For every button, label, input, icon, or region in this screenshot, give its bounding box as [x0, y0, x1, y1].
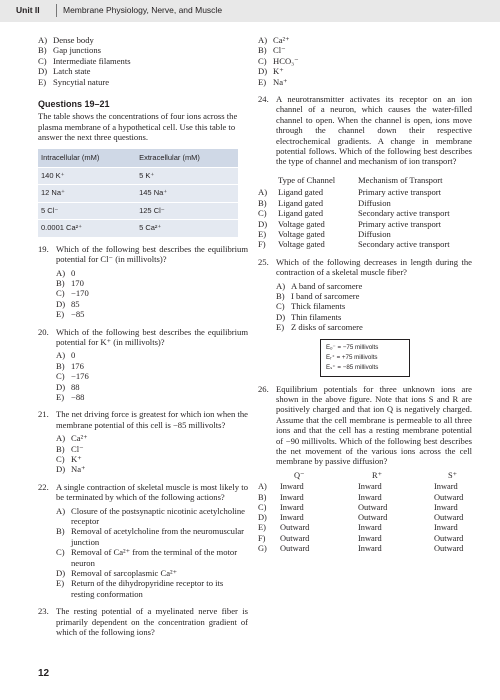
- table-row: [38, 168, 238, 185]
- option-text: I band of sarcomere: [291, 290, 360, 301]
- option: [56, 464, 248, 474]
- question-text: The resting potential of a myelinated nerve fiber is primarily dependent on the concentration gradient of which of the following ions?: [56, 606, 248, 638]
- option-text: Removal of Ca²⁺ from the terminal of the motor neuron: [71, 547, 238, 568]
- question-22-options: [38, 506, 248, 600]
- option-text: −85: [71, 309, 85, 320]
- table-cell: Inward: [280, 502, 304, 512]
- option: [56, 444, 248, 454]
- option-text: 176: [71, 360, 84, 371]
- option-text: Removal of sarcoplasmic Ca²⁺: [71, 568, 178, 579]
- table-row: [38, 220, 238, 237]
- q24-column-headers: [278, 175, 472, 185]
- table-header: Extracellular (mM): [136, 149, 238, 168]
- option-letter: C): [38, 55, 47, 66]
- option-text: A band of sarcomere: [291, 280, 363, 291]
- table-cell: Secondary active transport: [358, 239, 450, 250]
- question-text: Which of the following decreases in length during the contraction of a skeletal muscle fiber?: [276, 256, 472, 278]
- option-text: 85: [71, 298, 80, 309]
- option: [56, 433, 248, 443]
- question-26: [258, 384, 472, 467]
- option: [276, 301, 472, 311]
- table-cell: Outward: [280, 533, 310, 543]
- option: [56, 299, 248, 309]
- option-letter: B): [258, 492, 267, 502]
- option-letter: C): [276, 301, 285, 312]
- table-cell: Primary active transport: [358, 218, 442, 229]
- table-cell: 5 K⁺: [136, 168, 238, 185]
- column-header: R⁺: [372, 470, 383, 480]
- option-letter: E): [56, 309, 65, 320]
- option-text: Removal of acetylcholine from the neuromuscular junction: [71, 526, 245, 547]
- option-letter: D): [56, 381, 66, 392]
- option-letter: D): [56, 298, 66, 309]
- option-text: Return of the dihydropyridine receptor to its resting conformation: [71, 578, 224, 599]
- option-letter: E): [56, 391, 65, 402]
- column-header: S⁺: [448, 470, 458, 480]
- option-letter: C): [258, 208, 267, 219]
- option: [56, 392, 248, 402]
- option-letter: C): [258, 55, 267, 66]
- question-text: The net driving force is greatest for which ion when the membrane potential of this cell is −85 millivolts?: [56, 409, 248, 430]
- option: [258, 35, 472, 45]
- table-cell: Diffusion: [358, 197, 391, 208]
- table-cell: Inward: [280, 513, 304, 523]
- option-letter: B): [56, 360, 65, 371]
- option-letter: A): [56, 350, 66, 361]
- option-letter: B): [258, 197, 267, 208]
- table-row: [38, 185, 238, 202]
- question-number: 23.: [38, 606, 49, 617]
- question-25-options: [258, 281, 472, 333]
- option-letter: B): [56, 526, 65, 537]
- table-cell: 125 Cl⁻: [136, 202, 238, 219]
- option: [38, 56, 248, 66]
- question-21-options: [38, 433, 248, 475]
- option-letter: B): [38, 45, 47, 56]
- table-cell: 5 Cl⁻: [38, 202, 136, 219]
- table-row: [258, 198, 472, 208]
- option-letter: E): [38, 76, 47, 87]
- option-text: Latch state: [53, 66, 91, 77]
- option-letter: B): [56, 277, 65, 288]
- column-header: Mechanism of Transport: [358, 174, 443, 185]
- question-22: [38, 482, 248, 503]
- option-letter: A): [56, 433, 66, 444]
- option: [56, 268, 248, 278]
- option-letter: D): [258, 218, 268, 229]
- table-cell: Primary active transport: [358, 187, 442, 198]
- option-letter: B): [56, 443, 65, 454]
- ion-concentration-table: [38, 149, 238, 237]
- table-cell: Secondary active transport: [358, 208, 450, 219]
- option-letter: C): [258, 502, 267, 512]
- option: [56, 350, 248, 360]
- option-text: Dense body: [53, 35, 94, 45]
- question-number: 25.: [258, 256, 269, 267]
- option-text: Intermediate filaments: [53, 55, 131, 66]
- table-cell: 145 Na⁺: [136, 185, 238, 202]
- option-text: 0: [71, 350, 76, 361]
- table-row: [258, 219, 472, 229]
- section-intro: The table shows the concentrations of four ions across the plasma membrane of a hypothetical cell. Use this table to answer the next three questions.: [38, 111, 238, 143]
- table-header: Intracellular (mM): [38, 149, 136, 168]
- option-text: −176: [71, 371, 89, 382]
- option: [38, 66, 248, 76]
- table-cell: Voltage gated: [278, 228, 325, 239]
- table-row: [258, 513, 463, 523]
- option-letter: C): [56, 547, 65, 558]
- table-cell: Inward: [280, 492, 304, 502]
- option-text: −170: [71, 288, 89, 299]
- option-letter: C): [56, 371, 65, 382]
- option-text: Cl⁻: [71, 443, 84, 454]
- q26-answer-table: [258, 471, 463, 554]
- option: [38, 45, 248, 55]
- equilibrium-line: Eₛ⁺ = −85 millivolts: [326, 363, 379, 371]
- option-letter: D): [258, 66, 268, 77]
- section-title: Questions 19–21: [38, 99, 110, 110]
- option-text: K⁺: [273, 66, 284, 77]
- option-letter: D): [276, 311, 286, 322]
- equilibrium-line: Eₒ⁻ = −75 millivolts: [326, 343, 379, 351]
- option-letter: A): [56, 505, 66, 516]
- table-cell: Diffusion: [358, 228, 391, 239]
- column-header: Q⁻: [294, 470, 305, 480]
- option: [276, 281, 472, 291]
- question-text: Equilibrium potentials for three unknown ions are shown in the above figure. Note that ions S and R are positively charged and that ion Q is negatively charged. Assume that the cell membrane is permeable to all three ions and that the cell has a resting membrane potential of −90 millivolts. Which of the following best describes the net movement of the various ions across the cell membrane by passive diffusion?: [276, 383, 472, 467]
- table-row: [258, 503, 463, 513]
- option-letter: E): [56, 578, 65, 589]
- option: [276, 322, 472, 332]
- option: [56, 382, 248, 392]
- table-cell: Inward: [434, 523, 458, 533]
- table-cell: Outward: [280, 523, 310, 533]
- header-divider: [56, 4, 57, 17]
- question-number: 24.: [258, 94, 269, 105]
- question-23: [38, 606, 248, 637]
- option-text: Ca²⁺: [71, 433, 88, 444]
- option-letter: D): [258, 513, 267, 523]
- question-number: 22.: [38, 481, 49, 492]
- option: [56, 526, 248, 547]
- question-text: A neurotransmitter activates its receptor on an ion channel of a neuron, which causes the water-filled channel to open. When the channel is open, ions move through the channel down their respective electrochemical gradients. A change in membrane potential follows. Which of the following best describes the type of channel and mechanism of ion transport?: [276, 94, 472, 167]
- page-number: 12: [38, 668, 50, 679]
- option-letter: D): [56, 568, 66, 579]
- question-text: A single contraction of skeletal muscle is most likely to be terminated by which of the following actions?: [56, 481, 248, 503]
- column-header: Type of Channel: [278, 174, 336, 185]
- table-cell: Inward: [358, 523, 382, 533]
- option-text: HCO₃⁻: [273, 55, 299, 66]
- option-letter: E): [258, 228, 267, 239]
- option-letter: A): [276, 280, 286, 291]
- question-19-options: [38, 268, 248, 320]
- q24-answer-table: [258, 187, 472, 249]
- option: [258, 77, 472, 87]
- table-row: [258, 544, 463, 554]
- unit-label: Unit II: [16, 5, 40, 15]
- option: [56, 309, 248, 319]
- option: [56, 278, 248, 288]
- left-column: [38, 35, 248, 638]
- table-row: [258, 534, 463, 544]
- option-letter: A): [56, 267, 66, 278]
- option-text: 88: [71, 381, 80, 392]
- question-number: 21.: [38, 409, 49, 420]
- question-21: [38, 409, 248, 430]
- option: [258, 45, 472, 55]
- question-20: [38, 327, 248, 348]
- table-cell: Inward: [434, 502, 458, 512]
- question-number: 26.: [258, 383, 269, 394]
- table-cell: Outward: [434, 544, 464, 553]
- equilibrium-potentials-box: [320, 339, 410, 377]
- option-letter: F): [258, 239, 266, 250]
- question-20-options: [38, 350, 248, 402]
- option: [56, 547, 248, 568]
- left-top-options: [38, 35, 248, 87]
- option-letter: E): [258, 76, 267, 87]
- option: [56, 578, 248, 599]
- option-letter: A): [38, 35, 48, 45]
- table-cell: Inward: [280, 482, 304, 492]
- table-cell: Ligand gated: [278, 208, 324, 219]
- option: [56, 371, 248, 381]
- option-letter: A): [258, 187, 268, 198]
- table-cell: Outward: [434, 533, 464, 543]
- option: [56, 454, 248, 464]
- table-cell: Outward: [434, 513, 464, 523]
- option: [56, 506, 248, 527]
- table-row: [258, 229, 472, 239]
- question-19: [38, 244, 248, 265]
- table-row: [258, 482, 463, 492]
- table-row: [258, 208, 472, 218]
- option: [258, 66, 472, 76]
- table-cell: Inward: [358, 492, 382, 502]
- option: [276, 312, 472, 322]
- option-text: −88: [71, 391, 85, 402]
- option-text: 0: [71, 267, 76, 278]
- table-cell: Outward: [434, 492, 464, 502]
- table-row: [38, 202, 238, 219]
- option-letter: E): [258, 523, 266, 533]
- table-cell: 12 Na⁺: [38, 185, 136, 202]
- option: [38, 35, 248, 45]
- option-text: Thick filaments: [291, 301, 346, 312]
- page-header: [0, 0, 500, 22]
- option: [258, 56, 472, 66]
- table-cell: Inward: [358, 482, 382, 492]
- right-top-options: [258, 35, 472, 87]
- table-cell: Inward: [358, 533, 382, 543]
- table-cell: 140 K⁺: [38, 168, 136, 185]
- option-letter: B): [276, 290, 285, 301]
- table-cell: 5 Ca²⁺: [136, 220, 238, 237]
- option-letter: C): [56, 454, 65, 464]
- option-letter: C): [56, 288, 65, 299]
- question-number: 19.: [38, 243, 49, 254]
- option-letter: D): [38, 66, 48, 77]
- option-letter: A): [258, 35, 268, 45]
- table-cell: Inward: [434, 482, 458, 492]
- table-cell: Outward: [358, 513, 388, 523]
- table-cell: Voltage gated: [278, 218, 325, 229]
- option-letter: G): [258, 544, 267, 553]
- option-text: Thin filaments: [291, 311, 342, 322]
- table-row: [258, 187, 472, 197]
- option: [56, 568, 248, 578]
- option-letter: A): [258, 482, 267, 492]
- table-cell: Outward: [280, 544, 310, 553]
- table-row: [258, 239, 472, 249]
- right-column: [258, 35, 472, 554]
- option-letter: F): [258, 533, 266, 543]
- table-cell: Ligand gated: [278, 197, 324, 208]
- equilibrium-line: Eᵣ⁺ = +75 millivolts: [326, 353, 378, 361]
- table-cell: Ligand gated: [278, 187, 324, 198]
- option-text: Na⁺: [71, 464, 86, 475]
- option: [56, 288, 248, 298]
- option-text: K⁺: [71, 454, 82, 464]
- option-letter: E): [276, 322, 285, 333]
- option-text: Z disks of sarcomere: [291, 322, 363, 333]
- option: [56, 361, 248, 371]
- question-text: Which of the following best describes the equilibrium potential for Cl⁻ (in millivolts)?: [56, 243, 248, 265]
- option-text: 170: [71, 277, 84, 288]
- chapter-title: Membrane Physiology, Nerve, and Muscle: [63, 5, 223, 15]
- option-text: Syncytial nature: [53, 76, 110, 87]
- option: [38, 77, 248, 87]
- table-row: [258, 523, 463, 533]
- option-letter: D): [56, 464, 66, 475]
- option-text: Gap junctions: [53, 45, 101, 56]
- table-cell: 0.0001 Ca²⁺: [38, 220, 136, 237]
- question-25: [258, 257, 472, 278]
- option-text: Ca²⁺: [273, 35, 290, 45]
- table-cell: Inward: [358, 544, 382, 553]
- option-text: Cl⁻: [273, 45, 286, 56]
- table-cell: Voltage gated: [278, 239, 325, 250]
- option: [276, 291, 472, 301]
- table-row: [258, 493, 463, 503]
- option-letter: B): [258, 45, 267, 56]
- question-number: 20.: [38, 326, 49, 337]
- question-24: [258, 94, 472, 167]
- option-text: Closure of the postsynaptic nicotinic acetylcholine receptor: [71, 505, 245, 527]
- question-text: Which of the following best describes the equilibrium potential for K⁺ (in millivolts)?: [56, 326, 248, 347]
- table-cell: Outward: [358, 502, 388, 512]
- option-text: Na⁺: [273, 76, 288, 87]
